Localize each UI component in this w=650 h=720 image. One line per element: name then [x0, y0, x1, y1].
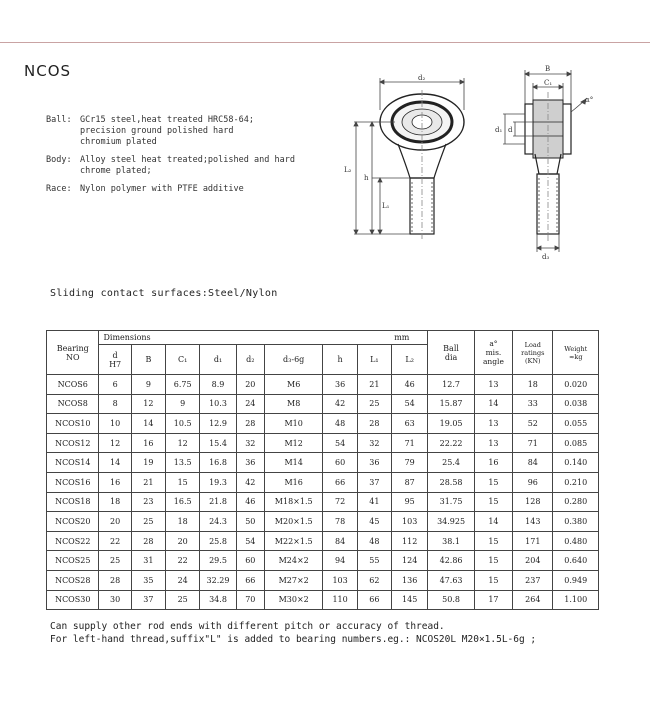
table-cell: 79 — [392, 453, 428, 473]
table-cell: 55 — [357, 551, 391, 571]
table-cell: 25.4 — [428, 453, 474, 473]
bearing-number-cell: NCOS14 — [47, 453, 99, 473]
table-cell: 42.86 — [428, 551, 474, 571]
table-cell: 94 — [323, 551, 357, 571]
table-cell: 0.380 — [553, 512, 599, 532]
header-d1: d₁ — [200, 345, 236, 375]
table-cell: M6 — [264, 375, 323, 395]
table-cell: 15 — [166, 472, 200, 492]
table-cell: M30×2 — [264, 590, 323, 610]
table-cell: 50.8 — [428, 590, 474, 610]
table-cell: 24.3 — [200, 512, 236, 532]
table-cell: 48 — [357, 531, 391, 551]
header-line: angle — [482, 357, 504, 366]
table-cell: 204 — [513, 551, 553, 571]
table-cell: 41 — [357, 492, 391, 512]
table-cell: 14 — [131, 414, 165, 434]
table-cell: 15 — [474, 531, 512, 551]
table-cell: M16 — [264, 472, 323, 492]
header-line: NO — [65, 352, 80, 362]
table-cell: 28 — [131, 531, 165, 551]
table-cell: 62 — [357, 570, 391, 590]
bearing-number-cell: NCOS16 — [47, 472, 99, 492]
table-cell: 34.925 — [428, 512, 474, 532]
table-cell: 37 — [131, 590, 165, 610]
table-cell: 19.3 — [200, 472, 236, 492]
table-cell: 21.8 — [200, 492, 236, 512]
spec-ball — [46, 115, 254, 148]
table-cell: 15.87 — [428, 394, 474, 414]
table-cell: 143 — [513, 512, 553, 532]
label-L2: L₂ — [344, 166, 352, 174]
table-row — [47, 512, 599, 532]
table-cell: 19.05 — [428, 414, 474, 434]
table-cell: M22×1.5 — [264, 531, 323, 551]
table-cell: 0.038 — [553, 394, 599, 414]
label-L1: L₁ — [382, 202, 390, 210]
table-cell: 28 — [357, 414, 391, 434]
table-cell: 24 — [166, 570, 200, 590]
table-cell: 30 — [99, 590, 131, 610]
table-cell: 12.9 — [200, 414, 236, 434]
spec-label: Ball: — [46, 115, 72, 125]
table-cell: 124 — [392, 551, 428, 571]
table-cell: 20 — [166, 531, 200, 551]
label-d3: d₃ — [542, 253, 550, 261]
table-row — [47, 472, 599, 492]
table-cell: 22 — [99, 531, 131, 551]
bearing-number-cell: NCOS12 — [47, 433, 99, 453]
label-B: B — [545, 65, 551, 73]
table-cell: 50 — [236, 512, 264, 532]
table-row — [47, 375, 599, 395]
table-cell: 54 — [236, 531, 264, 551]
spec-label: Body: — [46, 155, 72, 165]
table-cell: 112 — [392, 531, 428, 551]
header-mm: mm — [323, 331, 428, 345]
spec-body — [46, 155, 295, 177]
table-cell: 0.140 — [553, 453, 599, 473]
table-cell: 24 — [236, 394, 264, 414]
header-d — [99, 345, 131, 375]
table-cell: 0.085 — [553, 433, 599, 453]
table-cell: 21 — [357, 375, 391, 395]
table-cell: 60 — [236, 551, 264, 571]
table-cell: 18 — [166, 512, 200, 532]
table-cell: 0.480 — [553, 531, 599, 551]
table-cell: 66 — [236, 570, 264, 590]
header-angle — [474, 331, 512, 375]
spec-text: GCr15 steel,heat treated HRC58-64; precision ground polished hard chromium plated — [80, 115, 254, 147]
table-cell: 25 — [99, 551, 131, 571]
table-row — [47, 394, 599, 414]
table-cell: 0.640 — [553, 551, 599, 571]
rod-end-front-drawing — [340, 70, 490, 250]
table-cell: 22.22 — [428, 433, 474, 453]
table-cell: M27×2 — [264, 570, 323, 590]
table-cell: 72 — [323, 492, 357, 512]
table-cell: 15 — [474, 551, 512, 571]
header-line: (KN) — [524, 356, 541, 365]
header-line: a° — [489, 339, 498, 348]
table-cell: 16 — [131, 433, 165, 453]
table-cell: 36 — [236, 453, 264, 473]
table-cell: M10 — [264, 414, 323, 434]
header-line: Ball — [443, 343, 459, 353]
label-d: d — [508, 126, 513, 134]
bearing-number-cell: NCOS20 — [47, 512, 99, 532]
table-cell: 14 — [474, 394, 512, 414]
table-cell: 110 — [323, 590, 357, 610]
table-body — [47, 375, 599, 610]
table-cell: 28 — [99, 570, 131, 590]
table-cell: 15 — [474, 492, 512, 512]
table-header-row-1 — [47, 331, 599, 345]
table-cell: 171 — [513, 531, 553, 551]
header-line: Weight — [564, 344, 588, 353]
table-cell: 36 — [357, 453, 391, 473]
dimensions-table — [46, 330, 599, 610]
table-cell: 15 — [474, 472, 512, 492]
table-cell: 25.8 — [200, 531, 236, 551]
table-cell: 16 — [99, 472, 131, 492]
table-cell: 66 — [357, 590, 391, 610]
spec-label: Race: — [46, 184, 72, 194]
table-cell: 42 — [236, 472, 264, 492]
table-cell: 46 — [392, 375, 428, 395]
table-cell: 47.63 — [428, 570, 474, 590]
header-line: Load — [524, 340, 541, 349]
header-d2: d₂ — [236, 345, 264, 375]
header-C1: C₁ — [166, 345, 200, 375]
label-C1: C₁ — [544, 79, 553, 87]
header-line: H7 — [109, 359, 122, 369]
table-cell: 42 — [323, 394, 357, 414]
table-cell: 18 — [513, 375, 553, 395]
table-cell: 9 — [166, 394, 200, 414]
table-cell: 16.8 — [200, 453, 236, 473]
table-cell: 31 — [131, 551, 165, 571]
table-cell: 128 — [513, 492, 553, 512]
label-d1: d₁ — [495, 126, 503, 134]
table-cell: 32 — [357, 433, 391, 453]
table-row — [47, 414, 599, 434]
header-dimensions: Dimensions — [99, 331, 323, 345]
table-cell: 22 — [166, 551, 200, 571]
table-cell: 63 — [392, 414, 428, 434]
table-cell: 8.9 — [200, 375, 236, 395]
table-cell: 45 — [357, 512, 391, 532]
table-cell: 37 — [357, 472, 391, 492]
table-cell: 78 — [323, 512, 357, 532]
table-cell: 28 — [236, 414, 264, 434]
table-cell: 103 — [323, 570, 357, 590]
header-L2: L₂ — [392, 345, 428, 375]
table-cell: M18×1.5 — [264, 492, 323, 512]
table-cell: 16.5 — [166, 492, 200, 512]
table-cell: 54 — [392, 394, 428, 414]
table-cell: 264 — [513, 590, 553, 610]
table-cell: M8 — [264, 394, 323, 414]
table-cell: M12 — [264, 433, 323, 453]
table-cell: M14 — [264, 453, 323, 473]
table-cell: 0.949 — [553, 570, 599, 590]
table-cell: 46 — [236, 492, 264, 512]
table-cell: 54 — [323, 433, 357, 453]
table-cell: 19 — [131, 453, 165, 473]
table-cell: 145 — [392, 590, 428, 610]
table-cell: 48 — [323, 414, 357, 434]
table-cell: 16 — [474, 453, 512, 473]
table-cell: 25 — [357, 394, 391, 414]
footer-note-2: For left-hand thread,suffix"L" is added to bearing numbers.eg.: NCOS20L M20×1.5L-6g ; — [50, 634, 537, 645]
label-h: h — [364, 174, 369, 182]
table-row — [47, 492, 599, 512]
table-cell: 23 — [131, 492, 165, 512]
table-cell: 36 — [323, 375, 357, 395]
bearing-number-cell: NCOS25 — [47, 551, 99, 571]
table-row — [47, 570, 599, 590]
header-L1: L₁ — [357, 345, 391, 375]
header-line: mis. — [485, 348, 502, 357]
bearing-number-cell: NCOS8 — [47, 394, 99, 414]
table-cell: 52 — [513, 414, 553, 434]
spec-text: Nylon polymer with PTFE additive — [80, 184, 244, 194]
table-cell: 8 — [99, 394, 131, 414]
table-cell: 38.1 — [428, 531, 474, 551]
table-cell: 95 — [392, 492, 428, 512]
table-row — [47, 433, 599, 453]
table-cell: 17 — [474, 590, 512, 610]
footer-note-1: Can supply other rod ends with different pitch or accuracy of thread. — [50, 621, 445, 632]
table-cell: 71 — [513, 433, 553, 453]
sliding-surfaces-note: Sliding contact surfaces:Steel/Nylon — [50, 288, 278, 299]
header-bearing-no — [47, 331, 99, 375]
table-cell: 71 — [392, 433, 428, 453]
table-cell: 6.75 — [166, 375, 200, 395]
header-weight — [553, 331, 599, 375]
table-cell: 32.29 — [200, 570, 236, 590]
table-cell: 13 — [474, 375, 512, 395]
table-cell: 9 — [131, 375, 165, 395]
product-title: NCOS — [24, 62, 72, 80]
table-row — [47, 551, 599, 571]
table-cell: 14 — [474, 512, 512, 532]
table-cell: 18 — [99, 492, 131, 512]
table-cell: 237 — [513, 570, 553, 590]
table-cell: 15 — [474, 570, 512, 590]
table-cell: 32 — [236, 433, 264, 453]
table-cell: 25 — [131, 512, 165, 532]
table-cell: 10.3 — [200, 394, 236, 414]
table-cell: 29.5 — [200, 551, 236, 571]
table-row — [47, 453, 599, 473]
header-line: d — [112, 350, 118, 360]
header-h: h — [323, 345, 357, 375]
spec-text: Alloy steel heat treated;polished and hard chrome plated; — [80, 155, 295, 176]
table-cell: 70 — [236, 590, 264, 610]
header-ball-dia — [428, 331, 474, 375]
header-line: Bearing — [56, 343, 89, 353]
table-cell: 84 — [513, 453, 553, 473]
table-row — [47, 590, 599, 610]
spec-race — [46, 184, 244, 195]
table-cell: 60 — [323, 453, 357, 473]
table-cell: 6 — [99, 375, 131, 395]
table-cell: 20 — [99, 512, 131, 532]
table-cell: 28.58 — [428, 472, 474, 492]
header-line: ≈kg — [568, 352, 583, 361]
table-cell: 96 — [513, 472, 553, 492]
header-d3: d₃-6g — [264, 345, 323, 375]
table-cell: 12 — [99, 433, 131, 453]
bearing-number-cell: NCOS6 — [47, 375, 99, 395]
table-cell: 0.210 — [553, 472, 599, 492]
label-d2: d₂ — [418, 74, 426, 82]
table-cell: M20×1.5 — [264, 512, 323, 532]
table-cell: 12 — [131, 394, 165, 414]
header-load-ratings — [513, 331, 553, 375]
bearing-number-cell: NCOS22 — [47, 531, 99, 551]
table-cell: 66 — [323, 472, 357, 492]
table-cell: 0.280 — [553, 492, 599, 512]
bearing-number-cell: NCOS30 — [47, 590, 99, 610]
table-cell: 13.5 — [166, 453, 200, 473]
table-cell: 34.8 — [200, 590, 236, 610]
table-cell: M24×2 — [264, 551, 323, 571]
table-cell: 10.5 — [166, 414, 200, 434]
table-cell: 87 — [392, 472, 428, 492]
table-cell: 14 — [99, 453, 131, 473]
table-cell: 12 — [166, 433, 200, 453]
table-cell: 10 — [99, 414, 131, 434]
header-B: B — [131, 345, 165, 375]
bearing-number-cell: NCOS28 — [47, 570, 99, 590]
table-cell: 15.4 — [200, 433, 236, 453]
rod-end-side-drawing — [495, 62, 605, 262]
table-cell: 12.7 — [428, 375, 474, 395]
table-cell: 103 — [392, 512, 428, 532]
table-cell: 13 — [474, 414, 512, 434]
table-cell: 25 — [166, 590, 200, 610]
table-cell: 0.055 — [553, 414, 599, 434]
table-cell: 1.100 — [553, 590, 599, 610]
label-alpha: α° — [585, 96, 594, 104]
table-cell: 20 — [236, 375, 264, 395]
table-cell: 84 — [323, 531, 357, 551]
table-row — [47, 531, 599, 551]
top-rule — [0, 42, 650, 43]
bearing-number-cell: NCOS10 — [47, 414, 99, 434]
table-cell: 31.75 — [428, 492, 474, 512]
header-line: dia — [444, 352, 458, 362]
bearing-number-cell: NCOS18 — [47, 492, 99, 512]
table-cell: 21 — [131, 472, 165, 492]
header-line: ratings — [521, 348, 545, 357]
table-cell: 35 — [131, 570, 165, 590]
table-cell: 0.020 — [553, 375, 599, 395]
table-cell: 136 — [392, 570, 428, 590]
table-cell: 33 — [513, 394, 553, 414]
table-cell: 13 — [474, 433, 512, 453]
